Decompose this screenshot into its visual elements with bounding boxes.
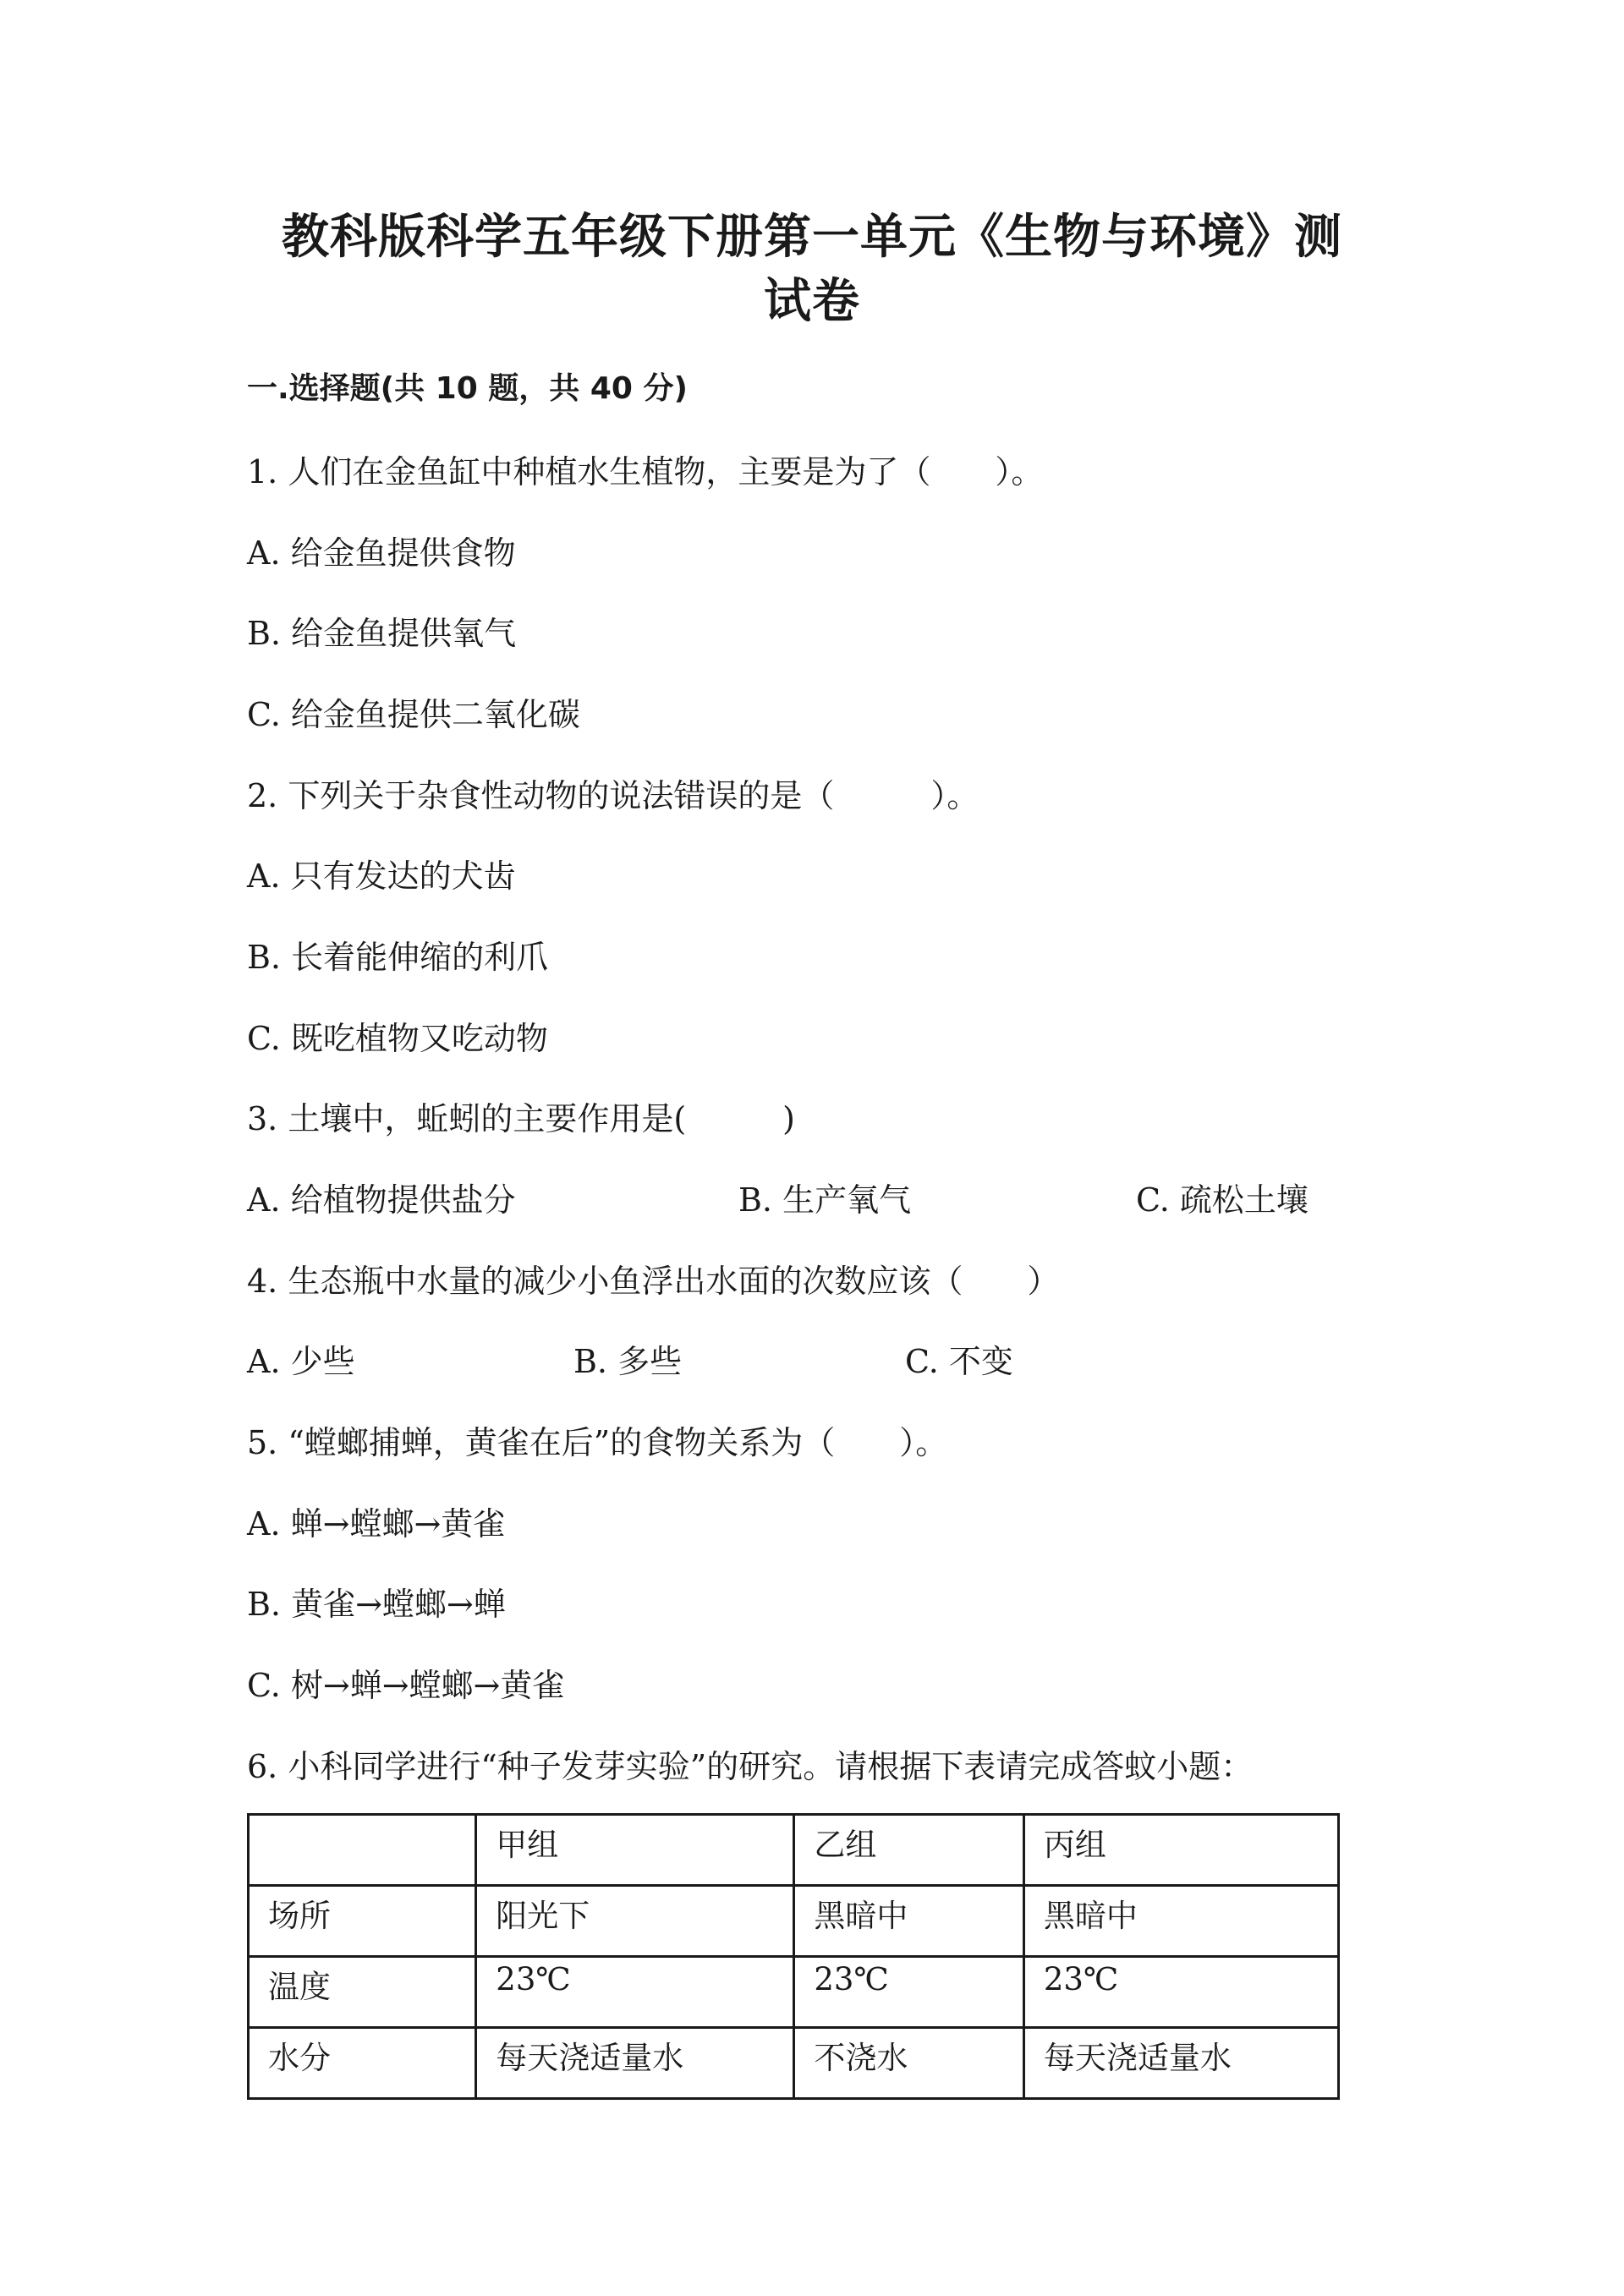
- question-2-stem: 2. 下列关于杂食性动物的说法错误的是（ ）。: [247, 777, 979, 814]
- table-cell: [249, 1815, 476, 1886]
- table-row-label: 场所: [249, 1886, 476, 1957]
- table-cell: 23℃: [794, 1957, 1023, 2028]
- question-4-option-a: A. 少些: [247, 1343, 355, 1380]
- question-1-option-a: A. 给金鱼提供食物: [247, 534, 516, 572]
- table-cell: 每天浇适量水: [1023, 2028, 1338, 2099]
- question-5-option-c: C. 树→蝉→螳螂→黄雀: [247, 1667, 565, 1704]
- question-3-stem: 3. 土壤中，蚯蚓的主要作用是( ): [247, 1100, 795, 1137]
- question-1-option-c: C. 给金鱼提供二氧化碳: [247, 696, 580, 733]
- table-cell: 每天浇适量水: [476, 2028, 794, 2099]
- table-cell: 不浇水: [794, 2028, 1023, 2099]
- question-2-option-c: C. 既吃植物又吃动物: [247, 1020, 548, 1057]
- question-2-option-a: A. 只有发达的犬齿: [247, 858, 516, 895]
- question-1-option-b: B. 给金鱼提供氧气: [247, 615, 517, 652]
- page-title-line1: 教科版科学五年级下册第一单元《生物与环境》测: [282, 210, 1342, 265]
- table-header-cell: 乙组: [794, 1815, 1023, 1886]
- question-5-option-a: A. 蝉→螳螂→黄雀: [247, 1505, 506, 1543]
- question-4-option-c: C. 不变: [905, 1343, 1013, 1380]
- table-cell: 23℃: [1023, 1957, 1338, 2028]
- question-4-option-b: B. 多些: [573, 1343, 683, 1380]
- table-row: [249, 1957, 1339, 2028]
- question-4-stem: 4. 生态瓶中水量的减少小鱼浮出水面的次数应该（ ）: [247, 1263, 1060, 1300]
- table-cell: 阳光下: [476, 1886, 794, 1957]
- question-1-stem: 1. 人们在金鱼缸中种植水生植物，主要是为了（ ）。: [247, 453, 1044, 490]
- question-3-option-c: C. 疏松土壤: [1136, 1181, 1309, 1219]
- experiment-table: [247, 1813, 1340, 2100]
- question-3-option-b: B. 生产氧气: [738, 1181, 912, 1219]
- table-header-row: [249, 1815, 1339, 1886]
- question-5-option-b: B. 黄雀→螳螂→蝉: [247, 1586, 506, 1623]
- table-cell: 黑暗中: [1023, 1886, 1338, 1957]
- table-row-label: 水分: [249, 2028, 476, 2099]
- table-header-cell: 甲组: [476, 1815, 794, 1886]
- question-6-stem: 6. 小科同学进行“种子发芽实验”的研究。请根据下表请完成答蚊小题：: [247, 1748, 1254, 1785]
- table-row-label: 温度: [249, 1957, 476, 2028]
- table-row: [249, 2028, 1339, 2099]
- table-cell: 23℃: [476, 1957, 794, 2028]
- question-3-option-a: A. 给植物提供盐分: [247, 1181, 516, 1219]
- table-cell: 黑暗中: [794, 1886, 1023, 1957]
- section-heading: 一.选择题(共 10 题，共 40 分): [247, 371, 688, 406]
- question-5-stem: 5. “螳螂捕蝉，黄雀在后”的食物关系为（ ）。: [247, 1424, 948, 1461]
- table-header-cell: 丙组: [1023, 1815, 1338, 1886]
- page-title-line2: 试卷: [764, 274, 860, 329]
- question-2-option-b: B. 长着能伸缩的利爪: [247, 939, 549, 976]
- table-row: [249, 1886, 1339, 1957]
